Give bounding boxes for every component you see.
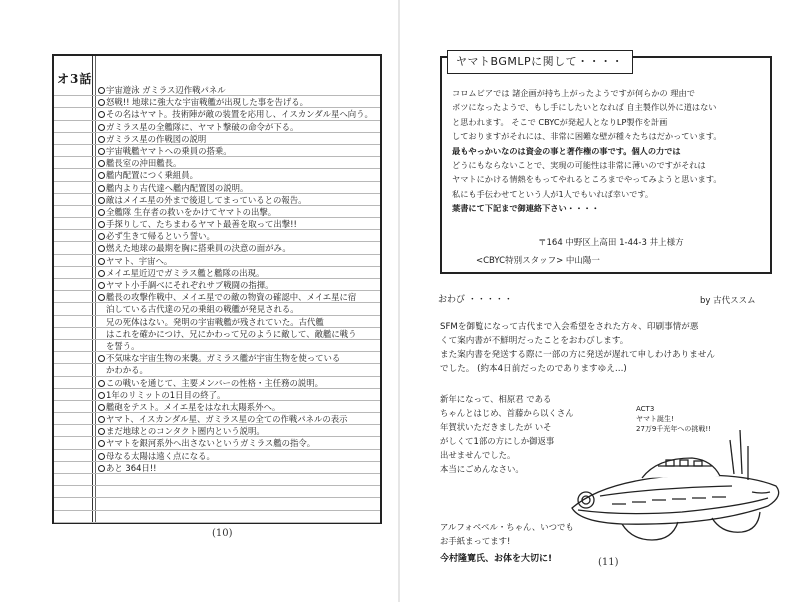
notice-line: 最もやっかいなのは資金の事と著作権の事です。個人の力では xyxy=(452,145,681,156)
apology-line: くて案内書が不鮮明だったことをおわびします。 xyxy=(440,336,629,346)
outline-item: 艦内より古代達へ艦内配置図の説明。 xyxy=(54,182,380,194)
outline-item: 不気味な宇宙生物の来襲。ガミラス艦が宇宙生物を使っている xyxy=(54,352,380,364)
outline-list xyxy=(54,84,380,523)
outline-item: ヤマトを銀河系外へ出さないというガミラス艦の指令。 xyxy=(54,437,380,449)
apology-line: でした。 (約本4日前だったのでありますゆえ…) xyxy=(440,364,627,374)
outline-item: を誓う。 xyxy=(54,340,380,352)
empty-ruled-line xyxy=(54,498,380,510)
empty-ruled-line xyxy=(54,474,380,486)
outline-item: 必ず生きて帰るという誓い。 xyxy=(54,230,380,242)
notice-line: 葉書にて下記まで御連絡下さい・・・・ xyxy=(452,203,600,214)
contact-name: <CBYC特別スタッフ> 中山陽一 xyxy=(476,256,600,266)
outline-item: あと 364日!! xyxy=(54,462,380,474)
outline-item: その名はヤマト。技術陣が敵の装置を応用し、イスカンダル星へ向う。 xyxy=(54,108,380,120)
outline-item: 1年のリミットの1日目の終了。 xyxy=(54,389,380,401)
new-year-line: がしくて1部の方にしか御返事 xyxy=(440,436,555,446)
ship-caption-line: ヤマト誕生! xyxy=(636,415,674,423)
closing-line: アルフォベベル・ちゃん、いつでも xyxy=(440,522,574,532)
outline-item: ヤマト小手調べにそれぞれサブ戦闘の指揮。 xyxy=(54,279,380,291)
outline-item: 宇宙戦艦ヤマトへの乗員の搭乗。 xyxy=(54,145,380,157)
outline-item: まだ地球とのコンタクト圏内という説明。 xyxy=(54,425,380,437)
ship-caption xyxy=(636,404,711,434)
closing-note xyxy=(440,520,574,548)
outline-item: ヤマト、イスカンダル星、ガミラス星の全ての作戦パネルの表示 xyxy=(54,413,380,425)
notice-line: と思われます。 そこで CBYCが発起人となりLP製作を計画 xyxy=(452,116,668,127)
empty-ruled-line xyxy=(54,511,380,523)
outline-item: 敵はメイエ星の外まで後退してまっているとの報告。 xyxy=(54,194,380,206)
outline-item: 母なる太陽は遠く点になる。 xyxy=(54,450,380,462)
notice-title: ヤマトBGMLPに関して・・・・ xyxy=(447,50,633,74)
outline-item: 艦砲をテスト。メイエ星をはなれ太陽系外へ。 xyxy=(54,401,380,413)
outline-item: 艦内配置につく乗組員。 xyxy=(54,169,380,181)
apology-line: また案内書を発送する際に一部の方に発送が遅れて申しわけありません xyxy=(440,350,716,360)
mailing-address: 〒164 中野区上高田 1-44-3 井上様方 xyxy=(538,238,684,248)
empty-ruled-line xyxy=(54,486,380,498)
outline-item: ガミラス星の作戦図の説明 xyxy=(54,133,380,145)
outline-item: この戦いを通じて、主要メンバーの性格・主任務の説明。 xyxy=(54,377,380,389)
outline-item: ヤマト、宇宙へ。 xyxy=(54,255,380,267)
new-year-line: 年賀状いただきましたが いそ xyxy=(440,422,552,432)
notice-line: しておりますがそれには、非常に困難な壁が種々たちはだかっています。 xyxy=(452,131,722,142)
new-year-line: 本当にごめんなさい。 xyxy=(440,464,524,474)
outline-item: 怒戦!! 地球に強大な宇宙戦艦が出現した事を告げる。 xyxy=(54,96,380,108)
new-year-line: 出せませんでした。 xyxy=(440,450,516,460)
outline-item: ガミラス星の全艦隊に、ヤマト撃破の命令が下る。 xyxy=(54,121,380,133)
notice-line: コロムビアでは 諸企画が持ち上がったようですが何らかの 理由で xyxy=(452,88,695,98)
notice-body xyxy=(452,86,764,216)
outline-item: 手探りして、たちまわるヤマト最善を取って出撃!! xyxy=(54,218,380,230)
new-year-line: 新年になって、相原君 である xyxy=(440,394,552,404)
outline-item: はこれを確かにつけ、兄にかわって兄のように敵して、敵艦に戦う xyxy=(54,328,380,340)
ship-caption-line: ACT3 xyxy=(636,405,655,413)
apology-signature: by 古代ススム xyxy=(700,296,756,306)
notice-line: ヤマトにかける情熱をもってやれるところまでやってみようと思います。 xyxy=(452,174,722,185)
notice-line: 私にも手伝わせてという人が1人でもいれば幸いです。 xyxy=(452,188,654,199)
outline-item: 艦長の攻撃作戦中、メイエ星での敵の物資の確認中、メイエ星に宿 xyxy=(54,291,380,303)
outline-item: 燃えた地球の最期を胸に搭乗員の決意の面がみ。 xyxy=(54,242,380,254)
new-year-line: ちゃんとはじめ、首藤から以くさん xyxy=(440,408,574,418)
outline-item: かわかる。 xyxy=(54,364,380,376)
outline-item: 艦長室の沖田艦長。 xyxy=(54,157,380,169)
chapter-heading: オ3話 xyxy=(57,72,93,86)
outline-item: メイエ星近辺でガミラス艦と艦隊の出現。 xyxy=(54,267,380,279)
apology-line: SFMを御覧になって古代まで入会希望をされた方々、印刷事情が悪 xyxy=(440,322,699,332)
ship-caption-line: 27万9千光年への挑戦!! xyxy=(636,425,711,433)
page-number-right: (11) xyxy=(598,557,619,568)
page-number-left: (10) xyxy=(212,528,233,539)
notice-line: どうにもならないことで、実現の可能性は非常に薄いのですがそれは xyxy=(452,160,706,171)
outline-item: 全艦隊 生存者の救いをかけてヤマトの出撃。 xyxy=(54,206,380,218)
closing-line: お手紙まってます! xyxy=(440,536,511,546)
apology-body xyxy=(440,320,780,376)
outline-item: 兄の死体はない。発明の宇宙戦艦が残されていた。古代艦 xyxy=(54,316,380,328)
outline-item: 宇宙遊泳 ガミラス辺作戦パネル xyxy=(54,84,380,96)
outline-item: 泊している古代達の兄の乗組の戦艦が発見される。 xyxy=(54,303,380,315)
closing-wish: 今村隆寛氏、お体を大切に! xyxy=(440,554,553,564)
lined-notebook-page xyxy=(52,54,382,524)
notice-line: ボツになったようで、もし手にしたいとなれば 自主製作以外に道はない xyxy=(452,102,717,113)
apology-title: おわび ・・・・・ xyxy=(438,295,513,305)
